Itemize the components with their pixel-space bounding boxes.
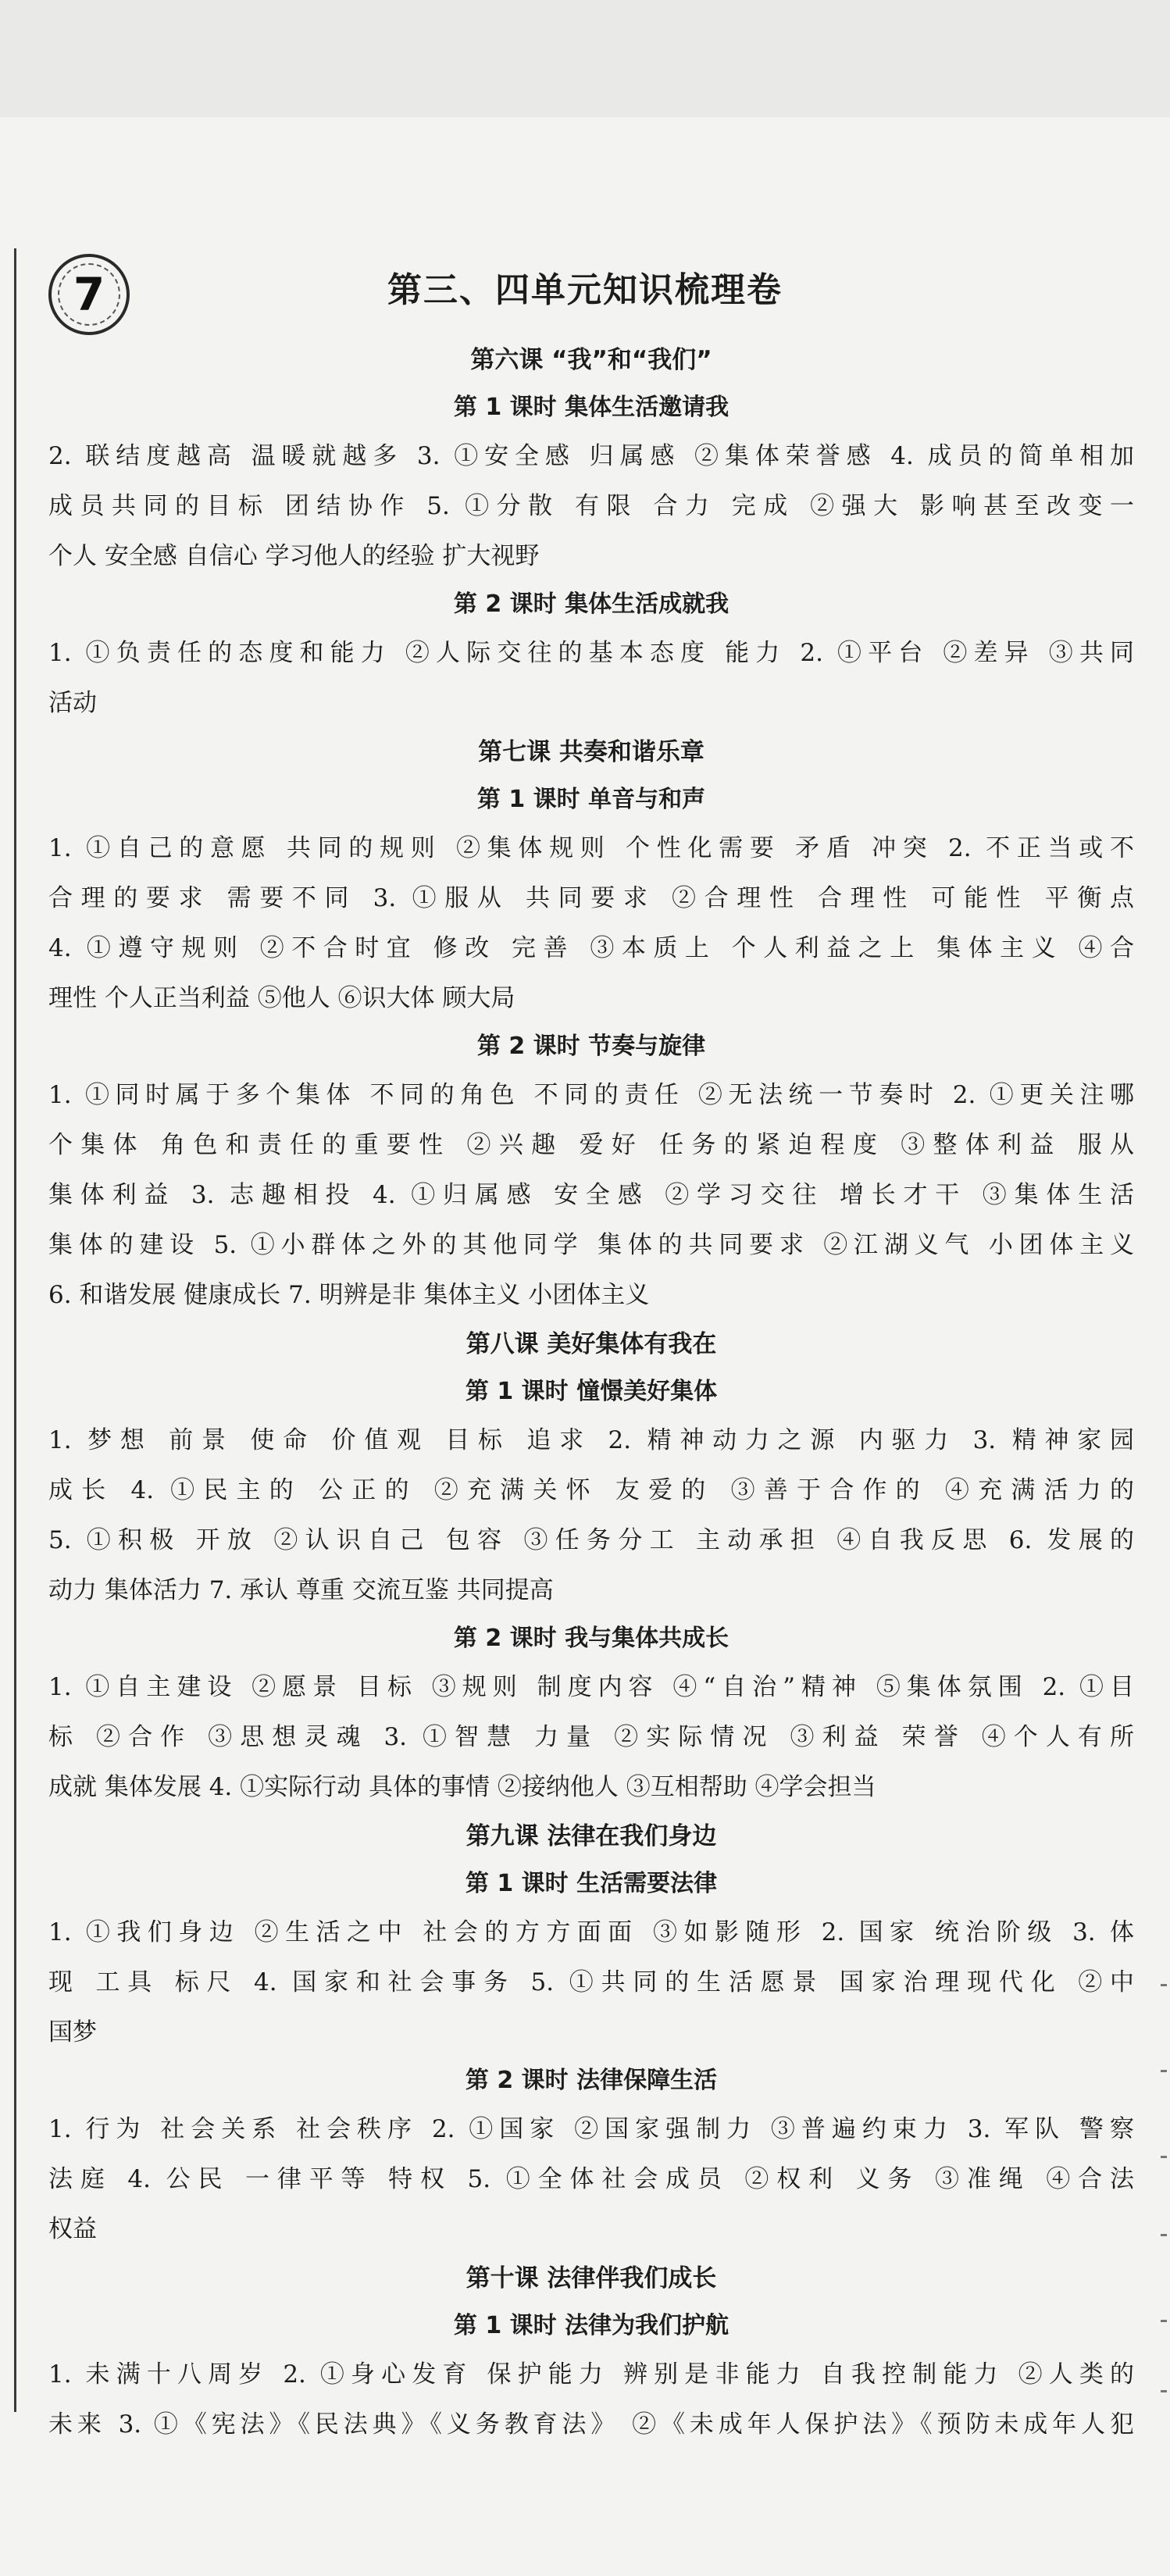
answer-line: 成员共同的目标 团结协作 5. ①分散 有限 合力 完成 ②强大 影响甚至改变一 (48, 492, 1134, 520)
page-title: 第三、四单元知识梳理卷 (387, 270, 783, 310)
answer-line: 个集体 角色和责任的重要性 ②兴趣 爱好 任务的紧迫程度 ③整体利益 服从 (48, 1131, 1134, 1159)
answer-line: 理性 个人正当利益 ⑤他人 ⑥识大体 顾大局 (48, 984, 515, 1012)
left-border-line (14, 248, 16, 2412)
lesson-heading: 第十课 法律伴我们成长 (466, 2264, 717, 2292)
section-heading: 第 2 课时 我与集体共成长 (453, 1625, 729, 1652)
answer-line: 国梦 (48, 2018, 97, 2046)
answer-line: 活动 (48, 689, 97, 717)
answer-line: 1. 行为 社会关系 社会秩序 2. ①国家 ②国家强制力 ③普遍约束力 3. 军队 警察 (48, 2115, 1134, 2143)
section-heading: 第 1 课时 法律为我们护航 (453, 2312, 729, 2339)
answer-line: 1. ①我们身边 ②生活之中 社会的方方面面 ③如影随形 2. 国家 统治阶级 3. 体 (48, 1918, 1134, 1946)
answer-line: 1. 梦想 前景 使命 价值观 目标 追求 2. 精神动力之源 内驱力 3. 精神家园 (48, 1426, 1134, 1454)
answer-line: 成长 4. ①民主的 公正的 ②充满关怀 友爱的 ③善于合作的 ④充满活力的 (48, 1476, 1134, 1504)
answer-line: 4. ①遵守规则 ②不合时宜 修改 完善 ③本质上 个人利益之上 集体主义 ④合 (48, 934, 1134, 962)
section-heading: 第 1 课时 生活需要法律 (465, 1870, 718, 1897)
answer-line: 2. 联结度越高 温暖就越多 3. ①安全感 归属感 ②集体荣誉感 4. 成员的简单相加 (48, 442, 1134, 470)
section-heading: 第 1 课时 集体生活邀请我 (453, 394, 729, 421)
section-heading: 第 2 课时 节奏与旋律 (476, 1033, 706, 1060)
answer-content (48, 336, 1134, 2449)
lesson-heading: 第六课 “我”和“我们” (470, 346, 712, 374)
answer-line: 标 ②合作 ③思想灵魂 3. ①智慧 力量 ②实际情况 ③利益 荣誉 ④个人有所 (48, 1723, 1134, 1751)
right-edge-marks (1154, 1953, 1170, 2421)
answer-line: 成就 集体发展 4. ①实际行动 具体的事情 ②接纳他人 ③互相帮助 ④学会担当 (48, 1773, 876, 1801)
answer-line: 合理的要求 需要不同 3. ①服从 共同要求 ②合理性 合理性 可能性 平衡点 (48, 884, 1134, 912)
section-heading: 第 2 课时 集体生活成就我 (453, 590, 729, 618)
answer-line: 5. ①积极 开放 ②认识自己 包容 ③任务分工 主动承担 ④自我反思 6. 发展的 (48, 1526, 1134, 1554)
lesson-heading: 第七课 共奏和谐乐章 (478, 738, 704, 766)
answer-line: 权益 (48, 2215, 97, 2243)
answer-line: 1. ①同时属于多个集体 不同的角色 不同的责任 ②无法统一节奏时 2. ①更关注哪 (48, 1081, 1134, 1109)
answer-line: 个人 安全感 自信心 学习他人的经验 扩大视野 (48, 542, 540, 570)
answer-line: 1. ①负责任的态度和能力 ②人际交往的基本态度 能力 2. ①平台 ②差异 ③共同 (48, 639, 1134, 667)
answer-line: 1. ①自主建设 ②愿景 目标 ③规则 制度内容 ④“自治”精神 ⑤集体氛围 2. ①目 (48, 1673, 1134, 1701)
answer-line: 集体的建设 5. ①小群体之外的其他同学 集体的共同要求 ②江湖义气 小团体主义 (48, 1231, 1134, 1259)
answer-line: 1. 未满十八周岁 2. ①身心发育 保护能力 辨别是非能力 自我控制能力 ②人类的 (48, 2360, 1134, 2389)
lesson-heading: 第九课 法律在我们身边 (466, 1822, 717, 1850)
answer-line: 法庭 4. 公民 一律平等 特权 5. ①全体社会成员 ②权利 义务 ③准绳 ④合法 (48, 2165, 1134, 2193)
answer-line: 集体利益 3. 志趣相投 4. ①归属感 安全感 ②学习交往 增长才干 ③集体生活 (48, 1181, 1134, 1209)
section-heading: 第 1 课时 单音与和声 (476, 786, 706, 813)
section-heading: 第 2 课时 法律保障生活 (465, 2067, 718, 2094)
answer-line: 现 工具 标尺 4. 国家和社会事务 5. ①共同的生活愿景 国家治理现代化 ②中 (48, 1968, 1134, 1996)
scan-top-strip (0, 0, 1170, 117)
answer-line: 动力 集体活力 7. 承认 尊重 交流互鉴 共同提高 (48, 1576, 554, 1604)
answer-line: 1. ①自己的意愿 共同的规则 ②集体规则 个性化需要 矛盾 冲突 2. 不正当或不 (48, 834, 1134, 862)
answer-line: 6. 和谐发展 健康成长 7. 明辨是非 集体主义 小团体主义 (48, 1281, 650, 1309)
lesson-heading: 第八课 美好集体有我在 (466, 1330, 717, 1358)
answer-line: 未来 3. ①《宪法》《民法典》《义务教育法》 ②《未成年人保护法》《预防未成年人犯 (48, 2410, 1134, 2439)
section-heading: 第 1 课时 憧憬美好集体 (465, 1378, 718, 1405)
page-number: 7 (73, 268, 105, 321)
